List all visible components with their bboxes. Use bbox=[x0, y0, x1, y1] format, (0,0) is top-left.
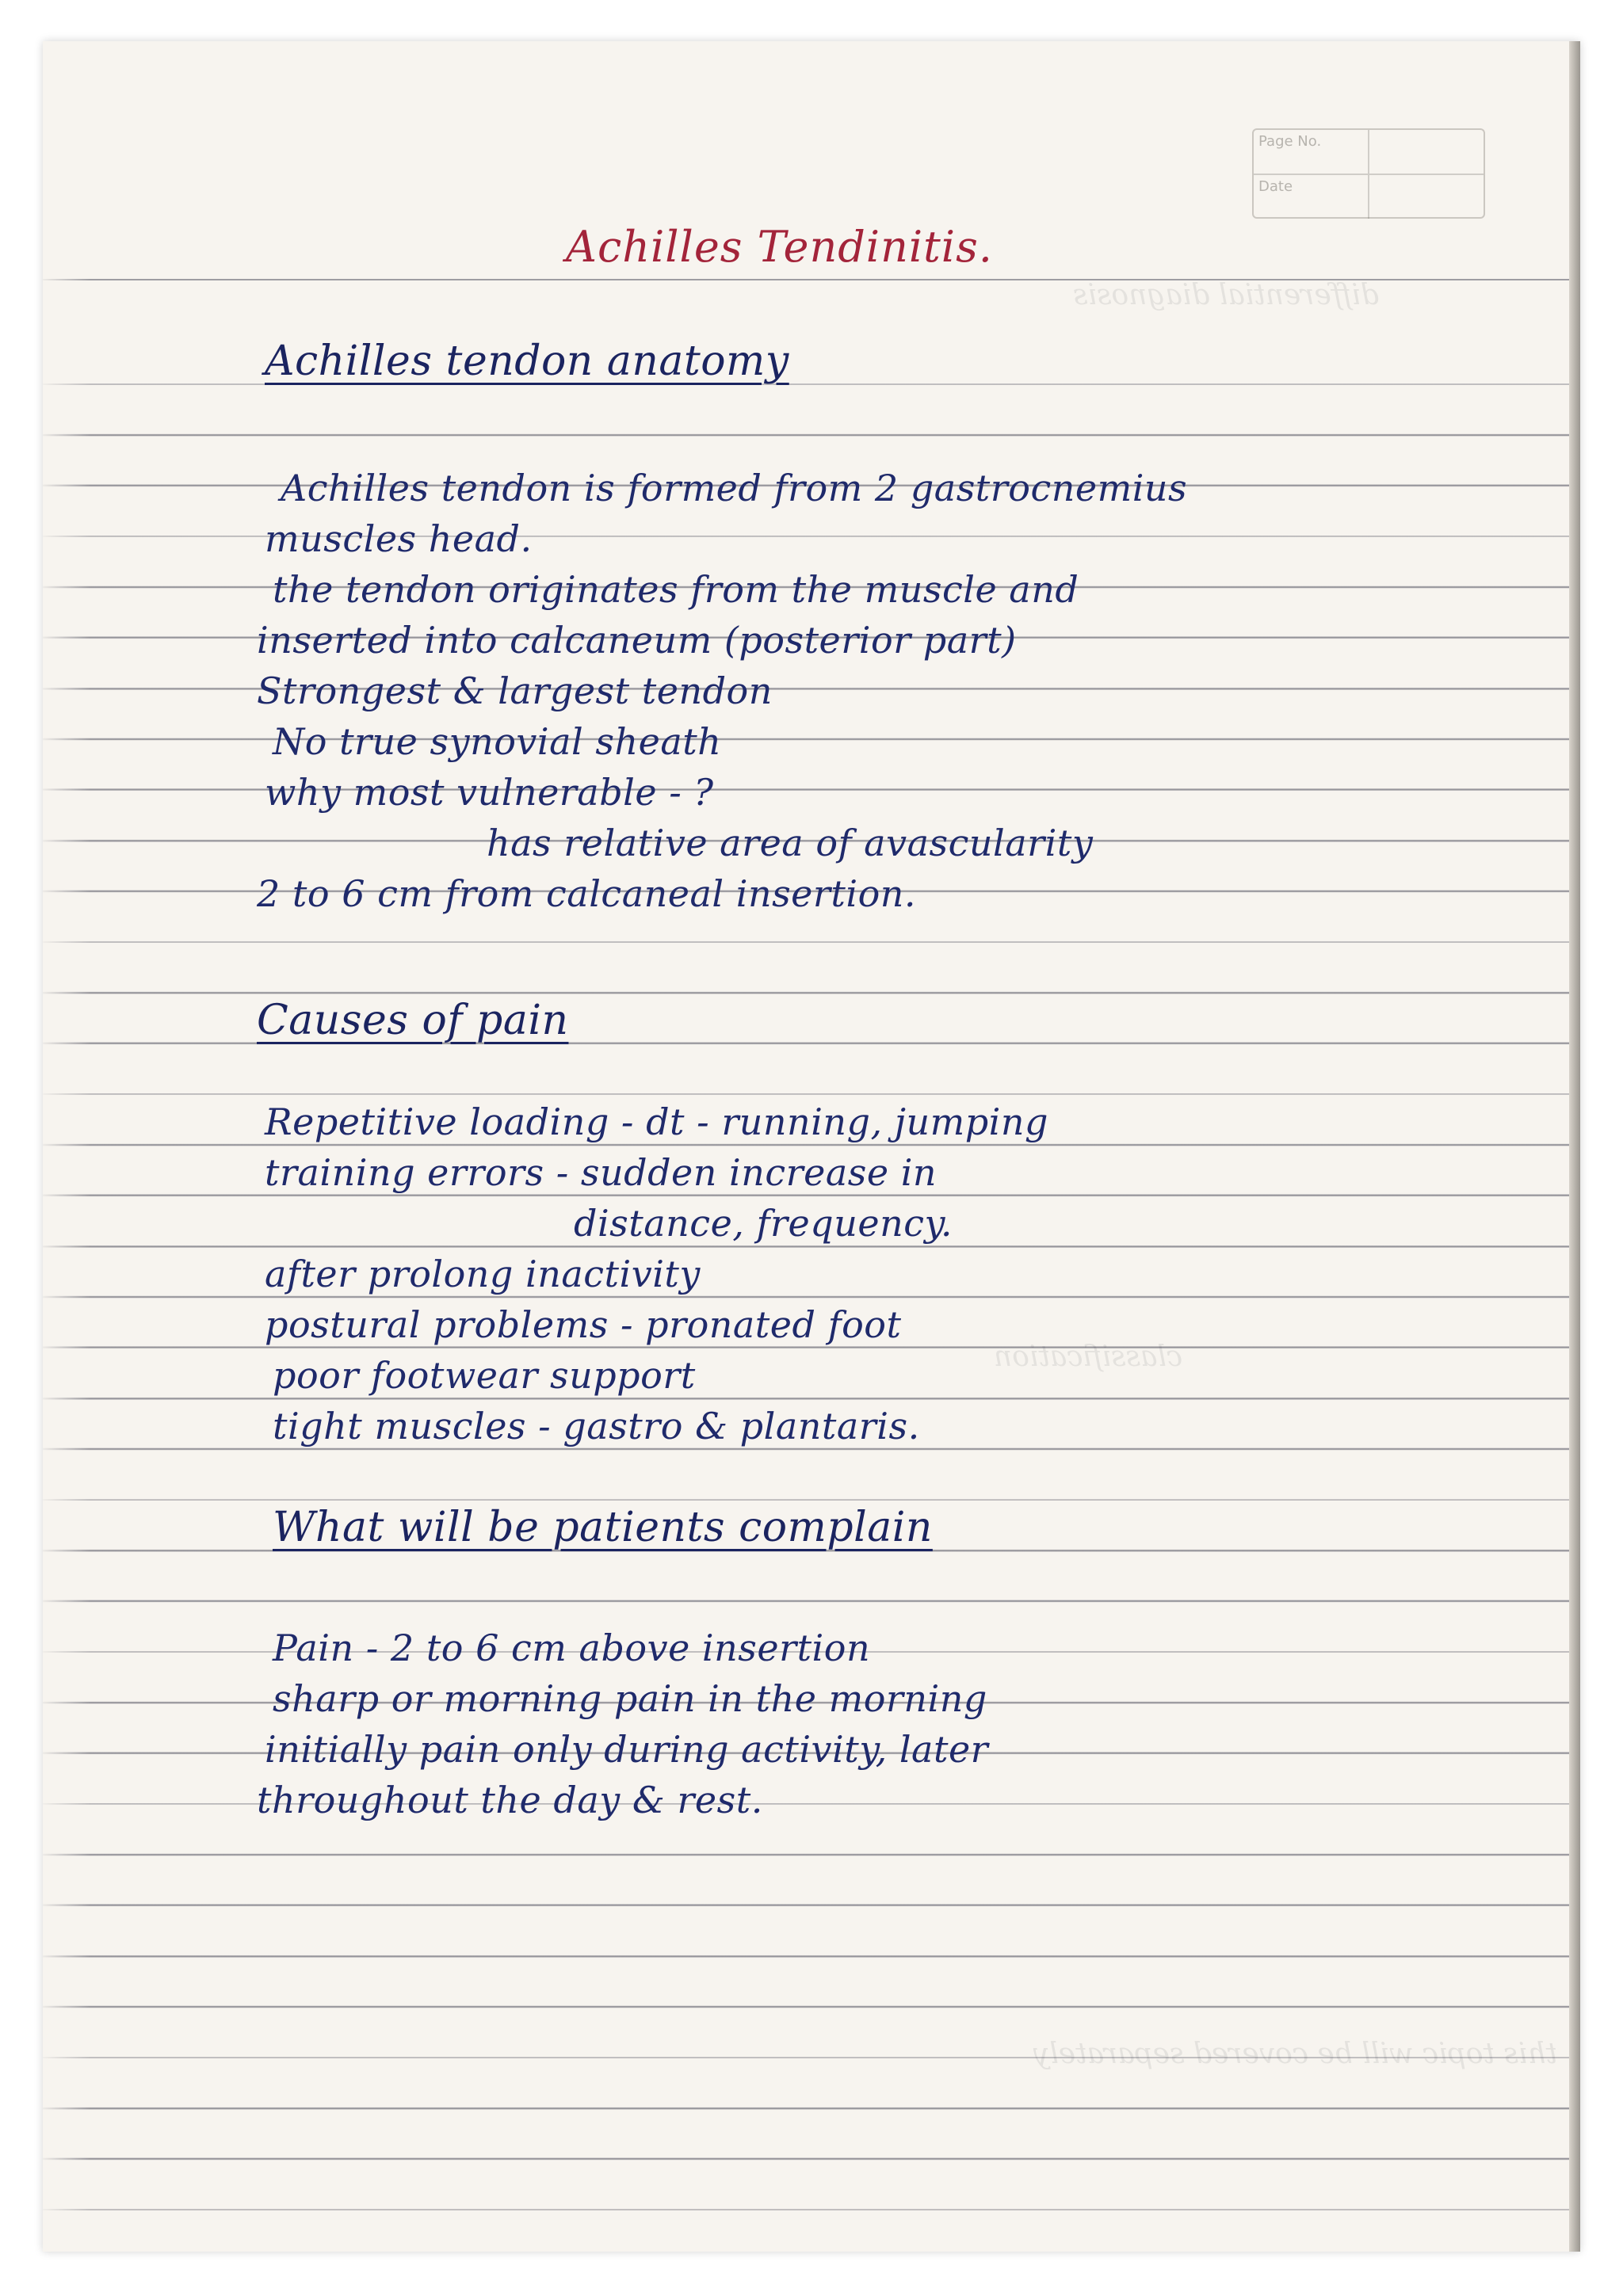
section-heading-causes: Causes of pain bbox=[257, 997, 569, 1044]
causes-line: after prolong inactivity bbox=[265, 1253, 701, 1295]
page-number-row bbox=[1254, 130, 1484, 175]
ghost-text: this topic will be covered separately bbox=[1033, 2038, 1558, 2070]
complaints-line: sharp or morning pain in the morning bbox=[273, 1677, 987, 1720]
anatomy-line: muscles head. bbox=[265, 517, 533, 560]
complaints-line: throughout the day & rest. bbox=[257, 1779, 763, 1821]
ghost-text: differential diagnosis bbox=[1073, 279, 1379, 311]
anatomy-line: has relative area of avascularity bbox=[487, 822, 1094, 864]
date-value bbox=[1369, 175, 1484, 219]
date-label: Date bbox=[1254, 175, 1369, 219]
notebook-page bbox=[43, 41, 1580, 2252]
complaints-line: Pain - 2 to 6 cm above insertion bbox=[273, 1627, 871, 1669]
anatomy-line: Achilles tendon is formed from 2 gastrocnemius bbox=[281, 467, 1188, 509]
causes-line: distance, frequency. bbox=[574, 1202, 953, 1245]
page-number-label: Page No. bbox=[1254, 130, 1369, 174]
anatomy-line: No true synovial sheath bbox=[273, 720, 722, 763]
complaints-line: initially pain only during activity, later bbox=[265, 1728, 989, 1771]
ghost-text: classification bbox=[994, 1341, 1183, 1373]
anatomy-line: the tendon originates from the muscle and bbox=[273, 568, 1079, 611]
anatomy-line: Strongest & largest tendon bbox=[257, 669, 773, 712]
page-title: Achilles Tendinitis. bbox=[566, 222, 993, 272]
causes-line: training errors - sudden increase in bbox=[265, 1151, 938, 1194]
page-date-box bbox=[1252, 128, 1485, 219]
causes-line: tight muscles - gastro & plantaris. bbox=[273, 1405, 920, 1447]
anatomy-line: inserted into calcaneum (posterior part) bbox=[257, 619, 1017, 662]
page-binding-edge bbox=[1569, 41, 1580, 2252]
date-row bbox=[1254, 175, 1484, 219]
anatomy-line: 2 to 6 cm from calcaneal insertion. bbox=[257, 872, 917, 915]
causes-line: Repetitive loading - dt - running, jumping bbox=[265, 1100, 1048, 1143]
anatomy-line: why most vulnerable - ? bbox=[265, 771, 714, 814]
page-number-value bbox=[1369, 130, 1484, 174]
section-heading-anatomy: Achilles tendon anatomy bbox=[265, 338, 789, 385]
page-left-edge bbox=[43, 41, 90, 2252]
causes-line: postural problems - pronated foot bbox=[265, 1303, 902, 1346]
causes-line: poor footwear support bbox=[273, 1354, 696, 1397]
section-heading-complaints: What will be patients complain bbox=[273, 1504, 933, 1551]
